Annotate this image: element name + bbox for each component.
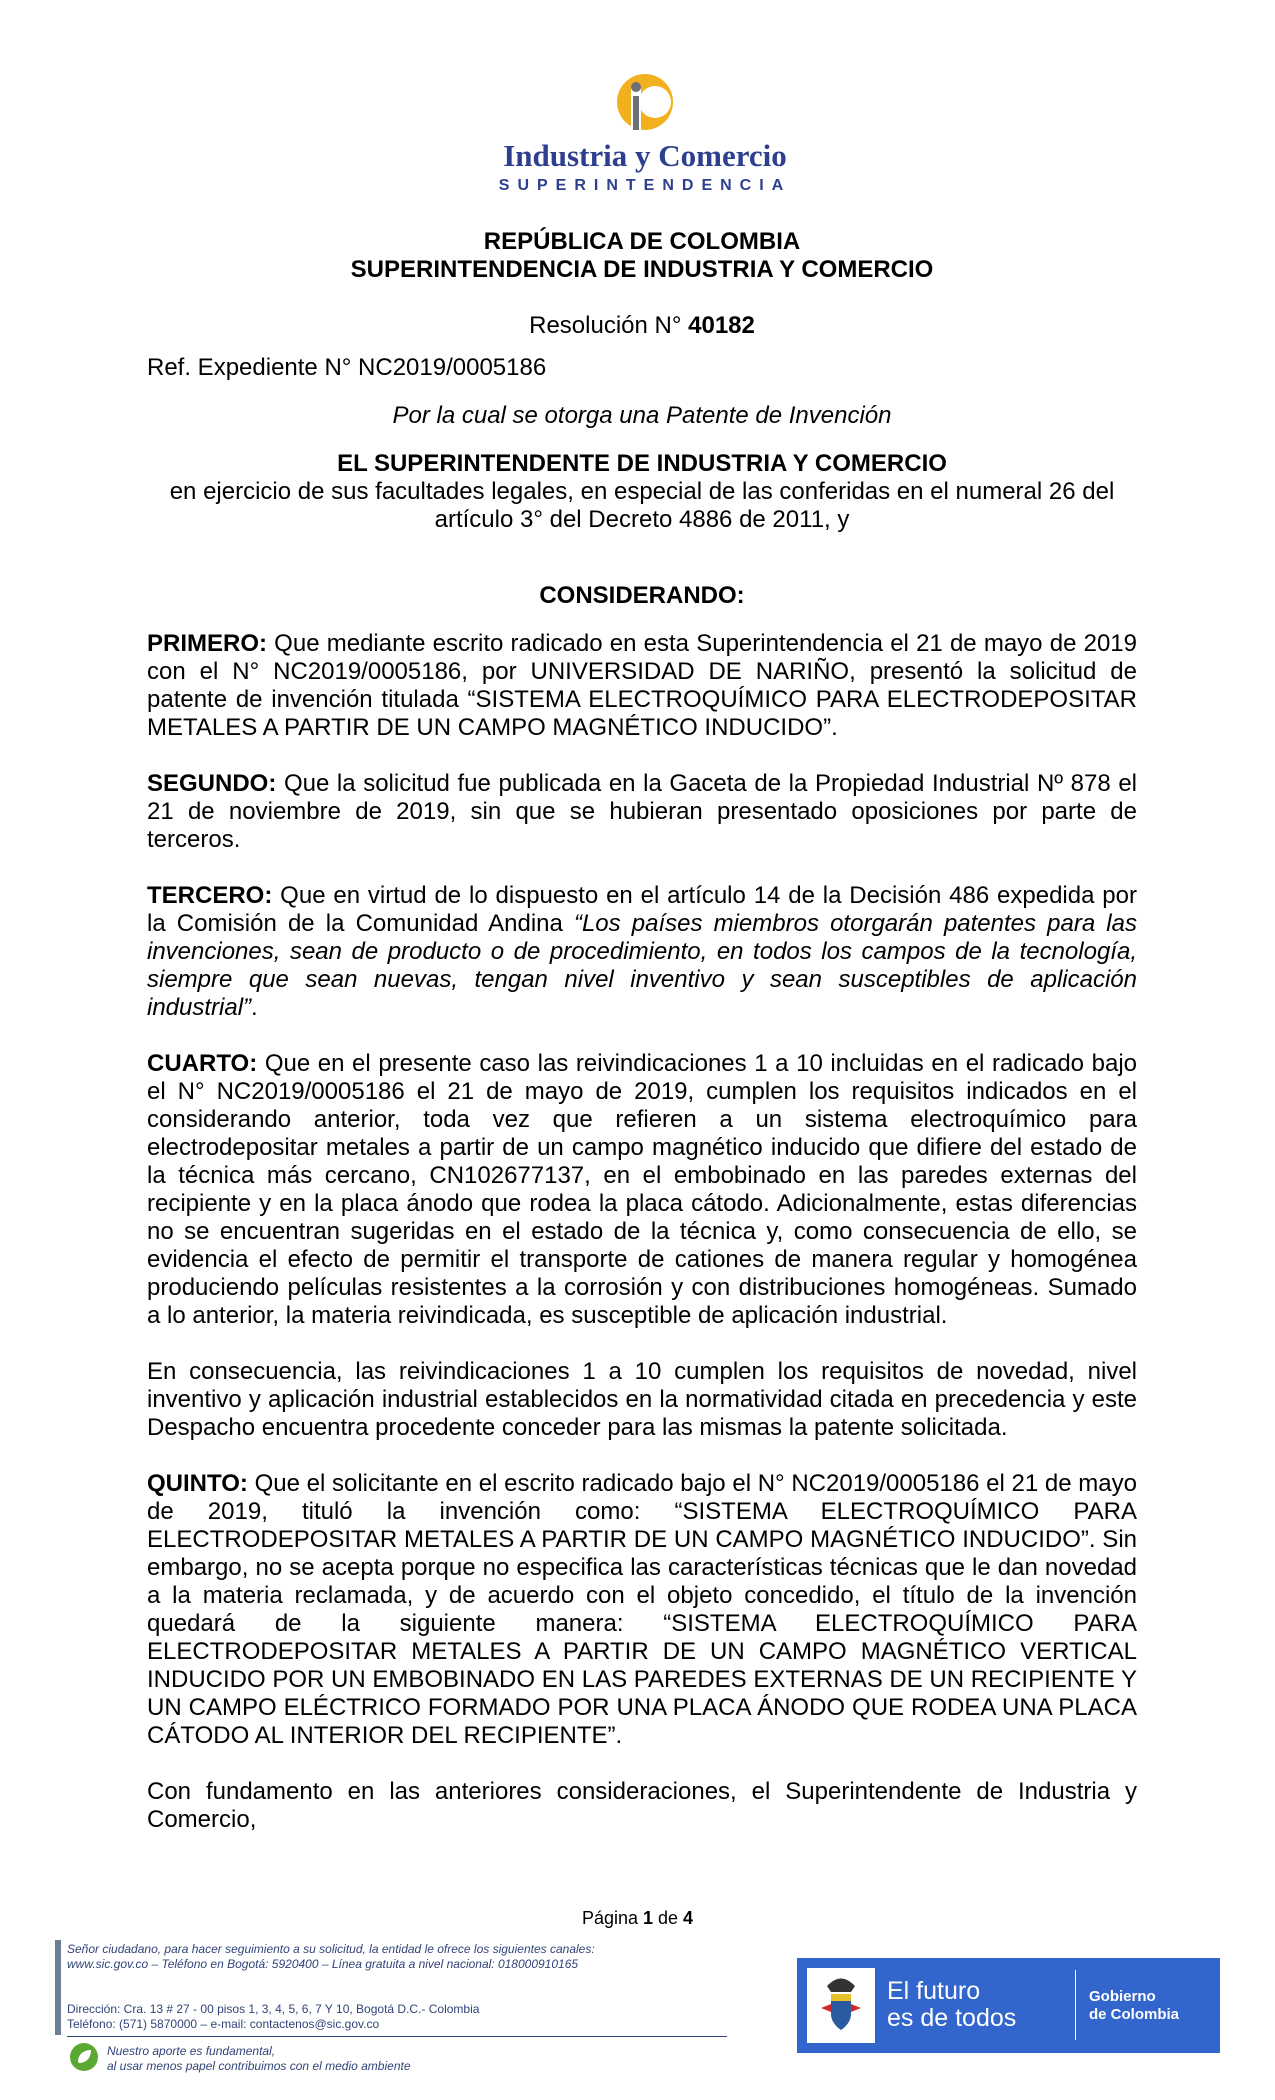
entity-heading: SUPERINTENDENCIA DE INDUSTRIA Y COMERCIO (350, 256, 934, 283)
page-prefix: Página (581, 1908, 643, 1928)
resolution-prefix: Resolución N° (529, 312, 682, 339)
eco-leaf-icon (69, 2042, 99, 2072)
gov-slogan-line2: es de todos (887, 2004, 1017, 2032)
page-number (0, 1908, 1275, 1929)
footer-line4: Teléfono: (571) 5870000 – e-mail: contactenos@sic.gov.co (67, 2017, 380, 2031)
page-total: 4 (683, 1908, 694, 1928)
logo-subtitle: SUPERINTENDENCIA (498, 177, 792, 194)
cuarto-text: Que en el presente caso las reivindicaciones 1 a 10 incluidas en el radicado bajo el N° NC2019/0005186 el 21 de mayo de 2019, cumplen los requisitos indicados en el considerando anterior, toda vez que refieren a un sistema electroquímico para electrodepositar metales a partir de un campo magnético inducido que difiere del estado de la técnica más cercano, CN102677137, en el embobinado en las paredes externas del recipiente y en la placa ánodo que rodea la placa cátodo. Adicionalmente, estas diferencias no se encuentran sugeridas en el estado de la técnica y, como consecuencia de ello, se evidencia el efecto de permitir el transporte de cationes de manera regular y homogénea produciendo películas resistentes a la corrosión y con distribuciones homogéneas. Sumado a lo anterior, la materia reivindicada, es susceptible de aplicación industrial. (147, 1050, 1137, 1329)
country-heading: REPÚBLICA DE COLOMBIA (483, 228, 801, 255)
footer-line3: Dirección: Cra. 13 # 27 - 00 pisos 1, 3, 4, 5, 6, 7 Y 10, Bogotá D.C.- Colombia (67, 2002, 480, 2016)
cuarto-label: CUARTO: (147, 1050, 258, 1077)
footer-divider (67, 2036, 727, 2037)
paragraph-segundo (147, 770, 1137, 854)
paragraph-tercero (147, 882, 1137, 1022)
segundo-text: Que la solicitud fue publicada en la Gaceta de la Propiedad Industrial Nº 878 el 21 de noviembre de 2019, sin que se hubieran presentado oposiciones por parte de terceros. (147, 770, 1137, 853)
authority-heading: EL SUPERINTENDENTE DE INDUSTRIA Y COMERCIO (337, 450, 947, 477)
footer-line2: www.sic.gov.co – Teléfono en Bogotá: 5920400 – Línea gratuita a nivel nacional: 018000910165 (67, 1957, 579, 1971)
paragraph-quinto (147, 1470, 1137, 1750)
tercero-quote: “Los países miembros otorgarán patentes para las invenciones, sean de producto o de procedimiento, en todos los campos de la tecnología, siempre que sean nuevas, tengan nivel inventivo y sean susceptibles de aplicación industrial” (147, 910, 1137, 1021)
eco-line1: Nuestro aporte es fundamental, (107, 2044, 276, 2058)
subject-line: Por la cual se otorga una Patente de Invención (392, 402, 892, 429)
paragraph-consecuencia: En consecuencia, las reivindicaciones 1 a 10 cumplen los requisitos de novedad, nivel inventivo y aplicación industrial establecidos en la normatividad citada en precedencia y este Despacho encuentra procedente conceder para las mismas la patente solicitada. (147, 1358, 1137, 1441)
resolution-number: 40182 (688, 312, 755, 339)
gov-divider (1075, 1970, 1076, 2040)
tercero-text: Que en virtud de lo dispuesto en el artículo 14 de la Decisión 486 expedida por la Comisión de la Comunidad Andina (147, 882, 1137, 937)
document-body (147, 228, 1137, 1834)
primero-text: Que mediante escrito radicado en esta Superintendencia el 21 de mayo de 2019 con el N° NC2019/0005186, por UNIVERSIDAD DE NARIÑO, presentó la solicitud de patente de invención titulada “SISTEMA ELECTROQUÍMICO PARA ELECTRODEPOSITAR METALES A PARTIR DE UN CAMPO MAGNÉTICO INDUCIDO”. (147, 630, 1137, 741)
footer-accent-bar (55, 1940, 61, 2035)
segundo-label: SEGUNDO: (147, 770, 277, 797)
footer-line1: Señor ciudadano, para hacer seguimiento a su solicitud, la entidad le ofrece los siguientes canales: (67, 1942, 595, 1956)
eco-line2: al usar menos papel contribuimos con el medio ambiente (107, 2059, 411, 2073)
eco-message (107, 2044, 411, 2074)
footer-channels (67, 1942, 595, 1972)
paragraph-fundamento: Con fundamento en las anteriores consideraciones, el Superintendente de Industria y Comercio, (147, 1778, 1137, 1833)
gov-slogan-line1: El futuro (887, 1977, 981, 2005)
primero-label: PRIMERO: (147, 630, 267, 657)
page-current: 1 (643, 1908, 654, 1928)
tercero-label: TERCERO: (147, 882, 273, 909)
paragraph-cuarto (147, 1050, 1137, 1330)
sic-logo (495, 70, 795, 200)
reference-line: Ref. Expediente N° NC2019/0005186 (147, 354, 547, 381)
considerando-heading: CONSIDERANDO: (539, 582, 745, 609)
colombia-coat-of-arms-icon (807, 1968, 875, 2043)
page-middle: de (653, 1908, 684, 1928)
gov-name-line1: Gobierno (1089, 1988, 1156, 2005)
quinto-label: QUINTO: (147, 1470, 248, 1497)
gov-name-line2: de Colombia (1089, 2006, 1180, 2023)
quinto-text: Que el solicitante en el escrito radicado bajo el N° NC2019/0005186 el 21 de mayo de 2019, tituló la invención como: “SISTEMA ELECTROQUÍMICO PARA ELECTRODEPOSITAR METALES A PARTIR DE UN CAMPO MAGNÉTICO INDUCIDO”. Sin embargo, no se acepta porque no especifica las características técnicas que le dan novedad a la materia reclamada, y de acuerdo con el objeto concedido, el título de la invención quedará de la siguiente manera: “SISTEMA ELECTROQUÍMICO PARA ELECTRODEPOSITAR METALES A PARTIR DE UN CAMPO MAGNÉTICO VERTICAL INDUCIDO POR UN EMBOBINADO EN LAS PAREDES EXTERNAS DE UN RECIPIENTE Y UN CAMPO ELÉCTRICO FORMADO POR UNA PLACA ÁNODO QUE RODEA UNA PLACA CÁTODO AL INTERIOR DEL RECIPIENTE”. (147, 1470, 1137, 1749)
logo-title: Industria y Comercio (503, 138, 787, 173)
tercero-end: . (251, 994, 258, 1021)
paragraph-primero (147, 630, 1137, 742)
footer-address (67, 2002, 479, 2032)
resolution-line (147, 312, 1137, 340)
gov-name (1089, 1988, 1179, 2024)
footer-contact (55, 1940, 735, 2075)
authority-text: en ejercicio de sus facultades legales, en especial de las conferidas en el numeral 26 del artículo 3° del Decreto 4886 de 2011, y (169, 478, 1115, 533)
gobierno-banner (797, 1958, 1220, 2053)
gov-slogan (887, 1978, 1016, 2032)
sic-logo-icon (495, 70, 795, 140)
